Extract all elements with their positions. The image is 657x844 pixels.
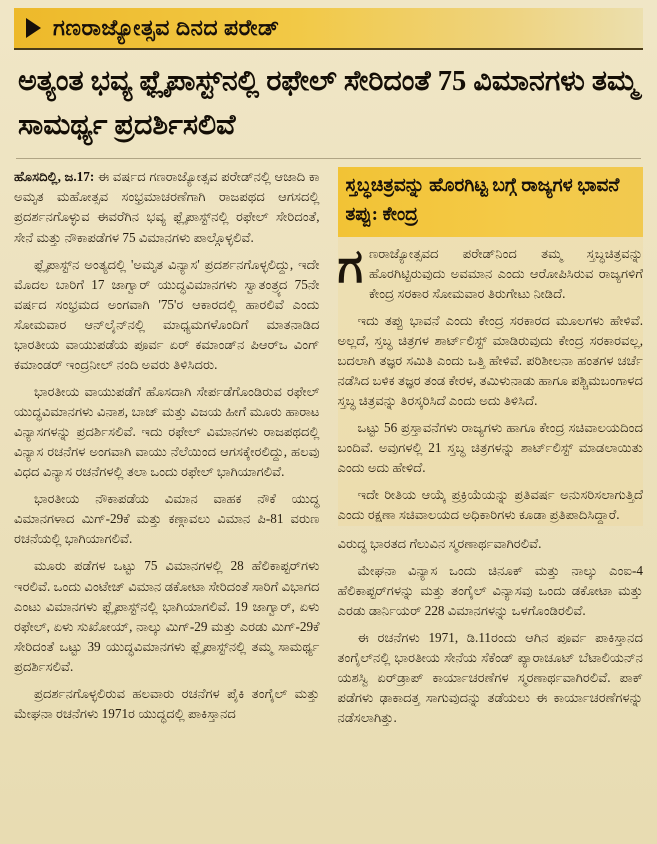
inset-paragraph: ಇದೇ ರೀತಿಯ ಆಯ್ಕೆ ಪ್ರಕ್ರಿಯೆಯನ್ನು ಪ್ರತಿವರ್ಷ ಅನುಸರಿಸಲಾಗುತ್ತಿದೆ ಎಂದು ರಕ್ಷಣಾ ಸಚಿವಾಲಯದ ಅಧಿಕಾರಿಗಳು ಕೂಡಾ ಪ್ರತಿಪಾದಿಸಿದ್ದಾರೆ. (337, 487, 643, 523)
inset-paragraph: ಇದು ತಪ್ಪು ಭಾವನೆ ಎಂದು ಕೇಂದ್ರ ಸರಕಾರದ ಮೂಲಗಳು ಹೇಳಿವೆ. ಅಲ್ಲದೆ, ಸ್ತಬ್ಧ ಚಿತ್ರಗಳ ಶಾರ್ಟ್‌ಲಿಸ್ಟ್ ಮಾಡಿರುವುದು ಕೇಂದ್ರ ಸರಕಾರವಲ್ಲ, ಬದಲಾಗಿ ತಜ್ಞರ ಸಮಿತಿ ಎಂದು ಒತ್ತಿ ಹೇಳಿವೆ. ಪರಿಶೀಲನಾ ಹಂತಗಳ ಚರ್ಚೆ ನಡೆಸಿದ ಬಳಿಕ ತಜ್ಞರ ತಂಡ ಕೇರಳ, ತಮಿಳುನಾಡು ಹಾಗೂ ಪಶ್ಚಿಮಬಂಗಾಳದ ಸ್ತಬ್ಧ ಚಿತ್ರವನ್ನು ತಿರಸ್ಕರಿಸಿದೆ ಎಂದು ಅದು ತಿಳಿಸಿದೆ. (337, 312, 643, 409)
right-column (338, 167, 644, 735)
paragraph: ಮೂರು ಪಡೆಗಳ ಒಟ್ಟು 75 ವಿಮಾನಗಳಲ್ಲಿ 28 ಹೆಲಿಕಾಪ್ಟರ್‌ಗಳು ಇರಲಿವೆ. ಒಂದು ವಿಂಟೇಜ್ ವಿಮಾನ ಡಕೋಟಾ ಸೇರಿದಂತೆ ಸಾರಿಗೆ ವಿಭಾಗದ ಎಂಟು ವಿಮಾನಗಳು ಫ್ಲೈಪಾಸ್ಟ್‌ನಲ್ಲಿ ಭಾಗಿಯಾಗಲಿವೆ. 19 ಜಾಗ್ವಾರ್, ಏಳು ರಫೇಲ್, ಏಳು ಸುಖೋಯ್, ನಾಲ್ಕು ಮಿಗ್-29 ಮತ್ತು ಎರಡು ಮಿಗ್-29ಕೆ ಸೇರಿದಂತೆ ಒಟ್ಟು 39 ಯುದ್ಧವಿಮಾನಗಳು ಫ್ಲೈಪಾಸ್ಟ್‌ನಲ್ಲಿ ತಮ್ಮ ಸಾಮರ್ಥ್ಯ ಪ್ರದರ್ಶಿಸಲಿವೆ. (14, 558, 320, 674)
paragraph-text: ಣರಾಜ್ಯೋತ್ಸವದ ಪರೇಡ್‌ನಿಂದ ತಮ್ಮ ಸ್ತಬ್ಧಚಿತ್ರವನ್ನು ಹೊರಗಿಟ್ಟಿರುವುದು ಅವಮಾನ ಎಂದು ಆರೋಪಿಸಿರುವ ರಾಜ್ಯಗಳಿಗೆ ಕೇಂದ್ರ ಸರಕಾರ ಸೋಮವಾರ ತಿರುಗೇಟು ನೀಡಿದೆ. (368, 245, 643, 301)
paragraph: ಪ್ರದರ್ಶನಗೊಳ್ಳಲಿರುವ ಹಲವಾರು ರಚನೆಗಳ ಪೈಕಿ ತಂಗೈಲ್ ಮತ್ತು ಮೇಘನಾ ರಚನೆಗಳು 1971ರ ಯುದ್ಧದಲ್ಲಿ ಪಾಕಿಸ್ತಾನದ (14, 685, 320, 721)
paragraph: ಭಾರತೀಯ ವಾಯುಪಡೆಗೆ ಹೊಸದಾಗಿ ಸೇರ್ಪಡೆಗೊಂಡಿರುವ ರಫೇಲ್ ಯುದ್ಧವಿಮಾನಗಳು ವಿನಾಶ, ಬಾಜ್ ಮತ್ತು ವಿಜಯ ಹೀಗೆ ಮೂರು ಹಾರಾಟ ವಿನ್ಯಾಸಗಳನ್ನು ಪ್ರದರ್ಶಿಸಲಿವೆ. ಇದು ರಫೇಲ್ ವಿಮಾನಗಳು ರಾಜಪಥದಲ್ಲಿ ವಿನ್ಯಾಸ ರಚನೆಗಳ ಅಂಗವಾಗಿ ವಾಯು ನೆಲೆಯಿಂದ ಆಗಸಕ್ಕೇರಲಿದ್ದು, ಹಲವು ವಿಧದ ವಿನ್ಯಾಸ ರಚನೆಗಳಲ್ಲಿ ತಲಾ ಒಂದು ರಫೇಲ್ ಭಾಗಿಯಾಗಲಿವೆ. (14, 383, 320, 480)
paragraph: ಈ ರಚನೆಗಳು 1971, ಡಿ.11ರಂದು ಆಗಿನ ಪೂರ್ವ ಪಾಕಿಸ್ತಾನದ ತಂಗೈಲ್‌ನಲ್ಲಿ ಭಾರತೀಯ ಸೇನೆಯ ಸೆಕೆಂಡ್ ಪ್ಯಾರಾಚೂಟ್ ಬೆಟಾಲಿಯನ್‌ನ ಯಶಸ್ವಿ ಏರ್‌ಡ್ರಾಪ್ ಕಾರ್ಯಾಚರಣೆಗಳ ಸ್ಮರಣಾರ್ಥವಾಗಿರಲಿವೆ. ಪಾಕ್ ಪಡೆಗಳು ಢಾಕಾದತ್ತ ಸಾಗುವುದನ್ನು ತಡೆಯಲು ಈ ಕಾರ್ಯಾಚರಣೆಗಳನ್ನು ನಡೆಸಲಾಗಿತ್ತು. (337, 629, 643, 725)
paragraph-lead (14, 167, 320, 247)
inset-headline: ಸ್ತಬ್ಧಚಿತ್ರವನ್ನು ಹೊರಗಿಟ್ಟ ಬಗ್ಗೆ ರಾಜ್ಯಗಳ ಭಾವನೆ ತಪ್ಪು: ಕೇಂದ್ರ (338, 167, 644, 236)
paragraph-text: ಈ ವರ್ಷದ ಗಣರಾಜ್ಯೋತ್ಸವ ಪರೇಡ್‌ನಲ್ಲಿ ಆಜಾದಿ ಕಾ ಅಮೃತ ಮಹೋತ್ಸವ ಸಂಭ್ರಮಾಚರಣೆಗಾಗಿ ರಾಜಪಥದ ಆಗಸದಲ್ಲಿ ಪ್ರದರ್ಶನಗೊಳ್ಳುವ ಈವರೆಗಿನ ಭವ್ಯ ಫ್ಲೈಪಾಸ್ಟ್‌ನಲ್ಲಿ ರಫೇಲ್ ಸೇರಿದಂತೆ, ಸೇನೆ ಮತ್ತು ನೌಕಾಪಡೆಗಳ 75 ವಿಮಾನಗಳು ಪಾಲ್ಗೊಳ್ಳಲಿವೆ. (14, 169, 320, 245)
kicker-text: ಗಣರಾಜ್ಯೋತ್ಸವ ದಿನದ ಪರೇಡ್ (53, 15, 280, 40)
kicker-bar (14, 8, 643, 50)
headline: ಅತ್ಯಂತ ಭವ್ಯ ಫ್ಲೈಪಾಸ್ಟ್‌ನಲ್ಲಿ ರಫೇಲ್ ಸೇರಿದಂತೆ 75 ವಿಮಾನಗಳು ತಮ್ಮ ಸಾಮರ್ಥ್ಯ ಪ್ರದರ್ಶಿಸಲಿವೆ (16, 60, 641, 159)
paragraph-continuation: ವಿರುದ್ಧ ಭಾರತದ ಗೆಲುವಿನ ಸ್ಮರಣಾರ್ಥವಾಗಿರಲಿವೆ. (337, 535, 542, 551)
article-columns (14, 167, 643, 735)
inset-paragraph: ಒಟ್ಟು 56 ಪ್ರಸ್ತಾವನೆಗಳು ರಾಜ್ಯಗಳು ಹಾಗೂ ಕೇಂದ್ರ ಸಚಿವಾಲಯದಿಂದ ಬಂದಿವೆ. ಅವುಗಳಲ್ಲಿ 21 ಸ್ತಬ್ಧ ಚಿತ್ರಗಳನ್ನು ಶಾರ್ಟ್‌ಲಿಸ್ಟ್ ಮಾಡಲಾಯಿತು ಎಂದು ಅದು ಹೇಳಿದೆ. (337, 420, 643, 476)
dateline: ಹೊಸದಿಲ್ಲಿ, ಜ.17: (14, 169, 95, 185)
inset-article (338, 167, 644, 525)
paragraph: ಫ್ಲೈಪಾಸ್ಟ್‌ನ ಅಂತ್ಯದಲ್ಲಿ 'ಅಮೃತ ವಿನ್ಯಾಸ' ಪ್ರದರ್ಶನಗೊಳ್ಳಲಿದ್ದು, ಇದೇ ಮೊದಲ ಬಾರಿಗೆ 17 ಜಾಗ್ವಾರ್ ಯುದ್ಧವಿಮಾನಗಳು ಸ್ವಾತಂತ್ರ್ಯದ 75ನೇ ವರ್ಷದ ಸಂಭ್ರಮದ ಅಂಗವಾಗಿ '75'ರ ಆಕಾರದಲ್ಲಿ ಹಾರಲಿವೆ ಎಂದು ಸೋಮವಾರ ಆನ್‌ಲೈನ್‌ನಲ್ಲಿ ಮಾಧ್ಯಮಗಳೊಂದಿಗೆ ಮಾತನಾಡಿದ ಭಾರತೀಯ ವಾಯುಪಡೆಯ ಪೂರ್ವ ಏರ್ ಕಮಾಂಡ್‌ನ ಪಿಆರ್‌ಒ ವಿಂಗ್ ಕಮಾಂಡರ್ ಇಂದ್ರನೀಲ್ ನಂದಿ ಅವರು ತಿಳಿಸಿದರು. (14, 256, 320, 372)
inset-paragraph-lead (337, 240, 644, 304)
drop-cap: ಗ (337, 240, 363, 293)
paragraph: ಮೇಘನಾ ವಿನ್ಯಾಸ ಒಂದು ಚಿನೂಕ್ ಮತ್ತು ನಾಲ್ಕು ಎಂಐ-4 ಹೆಲಿಕಾಪ್ಟರ್‌ಗಳನ್ನು ಮತ್ತು ತಂಗೈಲ್ ವಿನ್ಯಾಸವು ಒಂದು ಡಕೋಟಾ ಮತ್ತು ಎರಡು ಡಾರ್ನಿಯರ್ 228 ವಿಮಾನಗಳನ್ನು ಒಳಗೊಂಡಿರಲಿವೆ. (337, 562, 643, 618)
kicker-arrow-icon (26, 18, 41, 38)
left-column (14, 167, 320, 735)
paragraph: ಭಾರತೀಯ ನೌಕಾಪಡೆಯ ವಿಮಾನ ವಾಹಕ ನೌಕೆ ಯುದ್ಧ ವಿಮಾನಗಳಾದ ಮಿಗ್-29ಕೆ ಮತ್ತು ಕಣ್ಗಾವಲು ವಿಮಾನ ಪಿ-81 ವರುಣ ರಚನೆಯಲ್ಲಿ ಭಾಗಿಯಾಗಲಿವೆ. (14, 491, 320, 547)
